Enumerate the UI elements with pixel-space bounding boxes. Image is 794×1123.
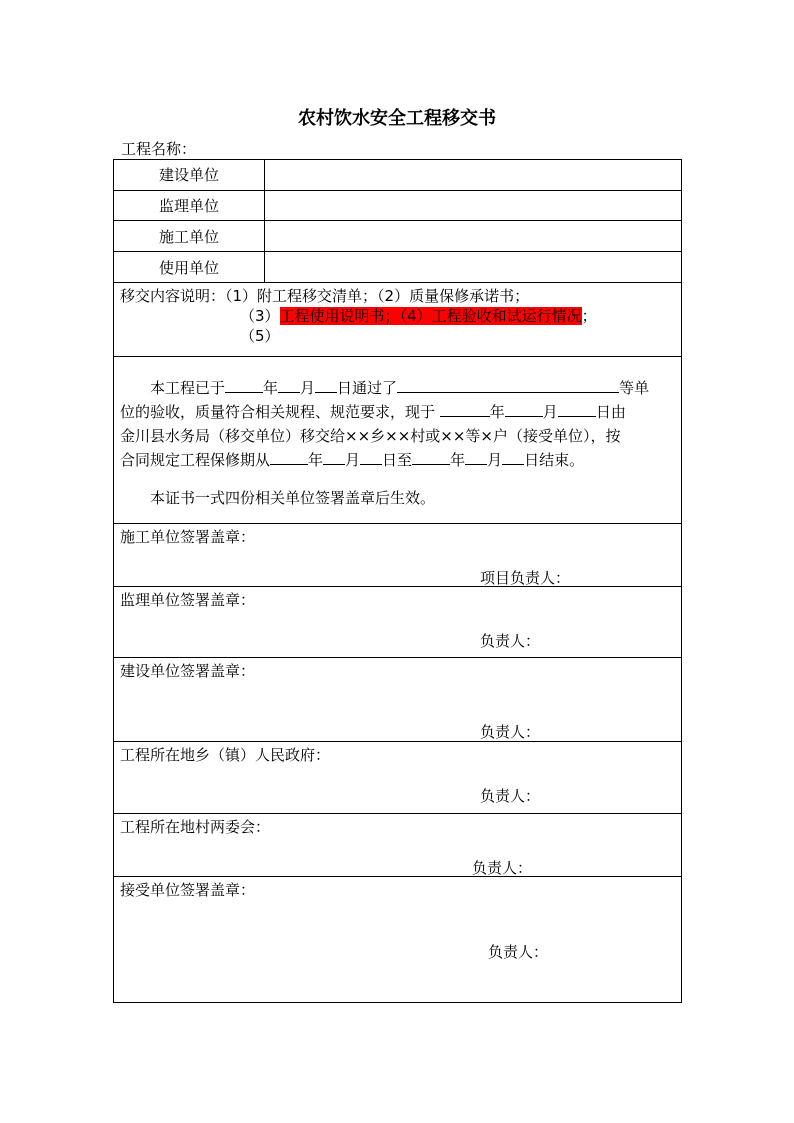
blank-acceptance[interactable]: [397, 378, 619, 393]
unit-label-construction-owner: 建设单位: [158, 166, 219, 184]
item-4-suffix: ；: [581, 307, 597, 325]
statement-line-5: 本证书一式四份相关单位签署盖章后生效。: [150, 489, 436, 507]
contents-line-3: （5）: [240, 327, 280, 345]
signature-label-contractor: 施工单位签署盖章：: [120, 528, 256, 546]
row-divider: [113, 813, 682, 814]
blank-year[interactable]: [412, 450, 450, 465]
row-divider: [113, 220, 682, 221]
blank-day[interactable]: [558, 402, 596, 417]
signature-label-construction-owner: 建设单位签署盖章：: [120, 662, 256, 680]
statement-paragraph: [120, 376, 680, 510]
row-divider: [113, 282, 682, 283]
unit-label-supervisor: 监理单位: [158, 197, 219, 215]
unit-value-contractor[interactable]: [270, 226, 675, 246]
blank-day[interactable]: [502, 450, 524, 465]
blank-month[interactable]: [278, 378, 300, 393]
contents-line-1: 移交内容说明：（1）附工程移交清单；（2）质量保修承诺书；: [120, 287, 530, 305]
row-divider: [113, 657, 682, 658]
signature-person-receiving-unit: 负责人：: [488, 943, 549, 961]
blank-month[interactable]: [323, 450, 345, 465]
row-divider: [113, 523, 682, 524]
statement-line-3: 金川县水务局（移交单位）移交给××乡××村或××等×户（接受单位），按: [120, 427, 621, 445]
signature-person-village-committee: 负责人：: [472, 859, 533, 877]
highlight-usage-manual: 工程使用说明书: [279, 307, 385, 325]
signature-person-construction-owner: 负责人：: [480, 723, 541, 741]
unit-label-contractor: 施工单位: [158, 228, 219, 246]
highlight-separator: ；（4）: [384, 307, 432, 325]
row-divider: [113, 741, 682, 742]
blank-year[interactable]: [225, 378, 263, 393]
blank-day[interactable]: [360, 450, 382, 465]
statement-line-4: 合同规定工程保修期从 年 月 日至 年 月 日结束。: [120, 451, 585, 469]
signature-label-township-government: 工程所在地乡（镇）人民政府：: [120, 746, 331, 764]
document-title: 农村饮水安全工程移交书: [298, 108, 496, 129]
unit-value-construction-owner[interactable]: [270, 164, 675, 184]
project-name-label: 工程名称：: [121, 140, 197, 158]
unit-label-user: 使用单位: [158, 259, 219, 277]
row-divider: [113, 586, 682, 587]
blank-year[interactable]: [440, 402, 490, 417]
contents-line-2: [240, 305, 597, 326]
row-divider: [113, 876, 682, 877]
signature-person-township-government: 负责人：: [480, 787, 541, 805]
unit-value-user[interactable]: [270, 257, 675, 277]
signature-label-village-committee: 工程所在地村两委会：: [120, 818, 271, 836]
statement-line-2: 位的验收，质量符合相关规程、规范要求，现于 年 月 日由: [120, 403, 626, 421]
blank-year[interactable]: [270, 450, 308, 465]
blank-month[interactable]: [465, 450, 487, 465]
blank-month[interactable]: [505, 402, 543, 417]
highlight-acceptance-trial: 工程验收和试运行情况: [431, 307, 582, 325]
item-3-number: （3）: [240, 307, 280, 325]
blank-day[interactable]: [315, 378, 337, 393]
row-divider: [113, 356, 682, 357]
signature-label-receiving-unit: 接受单位签署盖章：: [120, 881, 256, 899]
unit-value-supervisor[interactable]: [270, 195, 675, 215]
signature-person-supervisor: 负责人：: [480, 632, 541, 650]
row-divider: [113, 251, 682, 252]
signature-person-contractor: 项目负责人：: [480, 569, 571, 587]
statement-line-1: 本工程已于 年 月 日通过了 等单: [150, 379, 650, 397]
row-divider: [113, 190, 682, 191]
signature-label-supervisor: 监理单位签署盖章：: [120, 591, 256, 609]
